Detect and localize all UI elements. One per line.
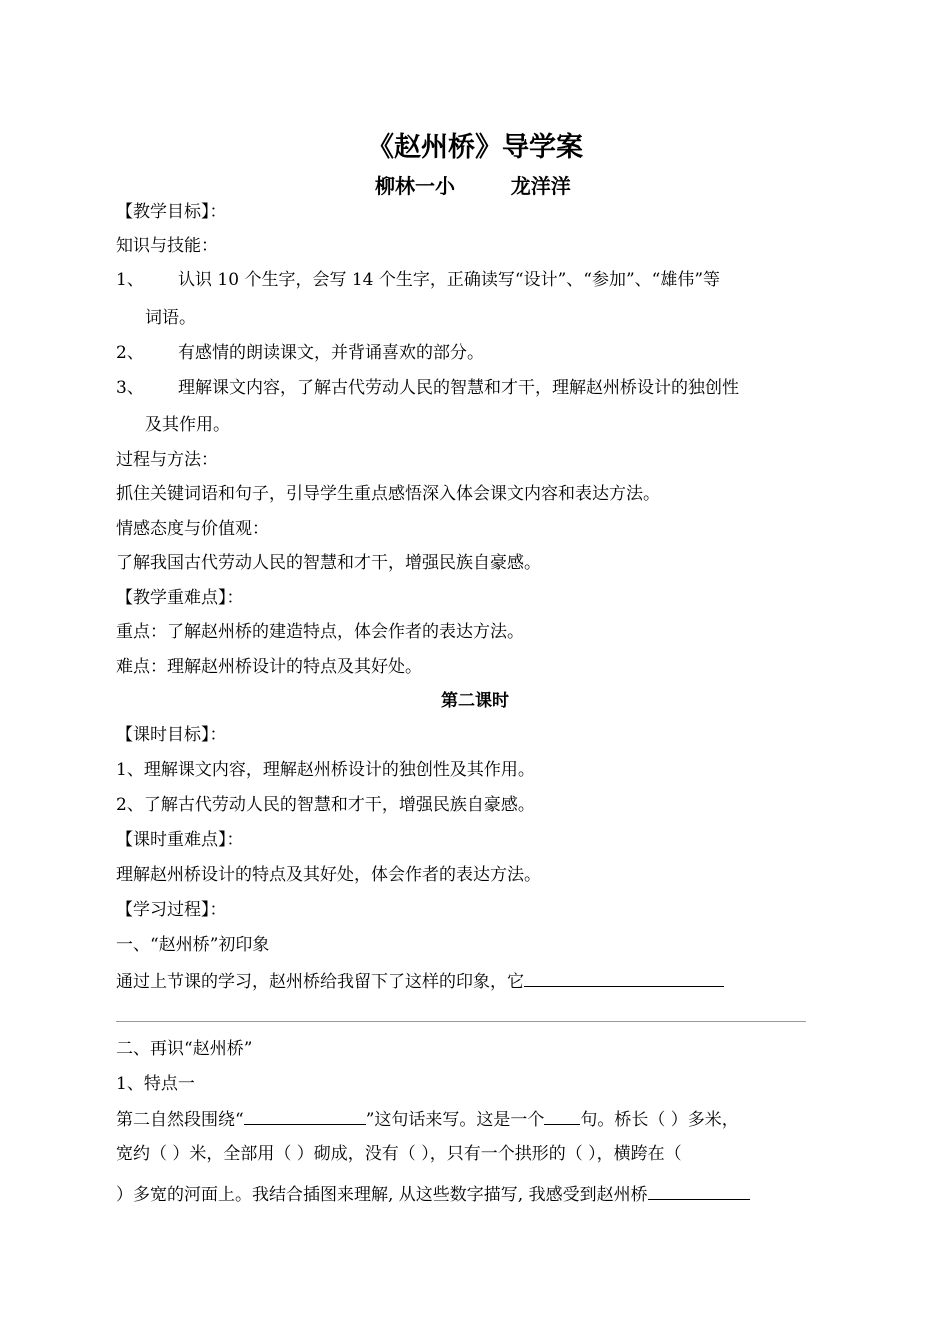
feature-1-text-b: ”这句话来写。这是一个 (365, 1110, 545, 1130)
emotion-heading: 情感态度与价值观： (116, 519, 269, 539)
goal-1-continuation: 词语。 (145, 308, 196, 328)
sentence-type-blank[interactable] (544, 1106, 580, 1125)
section-2-heading: 二、再识“赵州桥” (116, 1039, 253, 1059)
lesson-key-heading: 【课时重难点】： (116, 830, 244, 850)
goal-1-number: 1、 (116, 270, 144, 290)
feature-1-text-c: 句。桥长（ ）多米， (580, 1110, 739, 1130)
lesson-goals-heading: 【课时目标】： (116, 725, 227, 745)
goal-3 (116, 376, 739, 400)
lesson-goal-1: 1、理解课文内容，理解赵州桥设计的独创性及其作用。 (116, 760, 535, 780)
feeling-answer-blank[interactable] (648, 1181, 750, 1200)
key-point: 重点：了解赵州桥的建造特点，体会作者的表达方法。 (116, 622, 524, 642)
feature-1-text-a: 第二自然段围绕“ (116, 1110, 244, 1130)
goal-2 (116, 341, 484, 365)
goal-1 (116, 268, 720, 292)
difficult-point: 难点：理解赵州桥设计的特点及其好处。 (116, 657, 422, 677)
feature-1-line-1 (116, 1106, 739, 1132)
author-line: 柳林一小 龙洋洋 (375, 174, 571, 198)
lesson-heading: 第二课时 (441, 691, 509, 711)
goal-3-continuation: 及其作用。 (145, 415, 230, 435)
goal-2-number: 2、 (116, 343, 144, 363)
teaching-goals-heading: 【教学目标】： (116, 202, 227, 222)
feature-1-line-3 (116, 1181, 750, 1207)
feature-1-line-3-text: ）多宽的河面上。我结合插图来理解, 从这些数字描写, 我感受到赵州桥 (116, 1185, 648, 1205)
section-1-prompt-text: 通过上节课的学习，赵州桥给我留下了这样的印象，它 (116, 972, 524, 992)
goal-3-text: 理解课文内容，了解古代劳动人民的智慧和才干，理解赵州桥设计的独创性 (178, 378, 739, 398)
goal-1-text: 认识 10 个生字，会写 14 个生字，正确读写“设计”、“参加”、“雄伟”等 (178, 270, 721, 290)
process-heading: 过程与方法： (116, 450, 218, 470)
process-text: 抓住关键词语和句子，引导学生重点感悟深入体会课文内容和表达方法。 (116, 484, 660, 504)
section-1-heading: 一、“赵州桥”初印象 (116, 935, 270, 955)
document-title: 《赵州桥》导学案 (367, 132, 583, 163)
central-sentence-blank[interactable] (244, 1106, 366, 1125)
section-1-prompt (116, 968, 724, 994)
goal-3-number: 3、 (116, 378, 144, 398)
answer-line[interactable] (116, 1021, 806, 1022)
lesson-key-text: 理解赵州桥设计的特点及其好处，体会作者的表达方法。 (116, 865, 541, 885)
impression-answer-blank[interactable] (524, 968, 724, 987)
feature-1-heading: 1、特点一 (116, 1074, 195, 1094)
emotion-text: 了解我国古代劳动人民的智慧和才干，增强民族自豪感。 (116, 553, 541, 573)
feature-1-line-2: 宽约（ ）米，全部用（ ）砌成，没有（ ），只有一个拱形的（ ），横跨在（ (116, 1144, 682, 1164)
lesson-goal-2: 2、了解古代劳动人民的智慧和才干，增强民族自豪感。 (116, 795, 535, 815)
key-points-heading: 【教学重难点】： (116, 588, 244, 608)
knowledge-heading: 知识与技能： (116, 236, 218, 256)
goal-2-text: 有感情的朗读课文，并背诵喜欢的部分。 (178, 343, 484, 363)
learning-process-heading: 【学习过程】： (116, 900, 227, 920)
